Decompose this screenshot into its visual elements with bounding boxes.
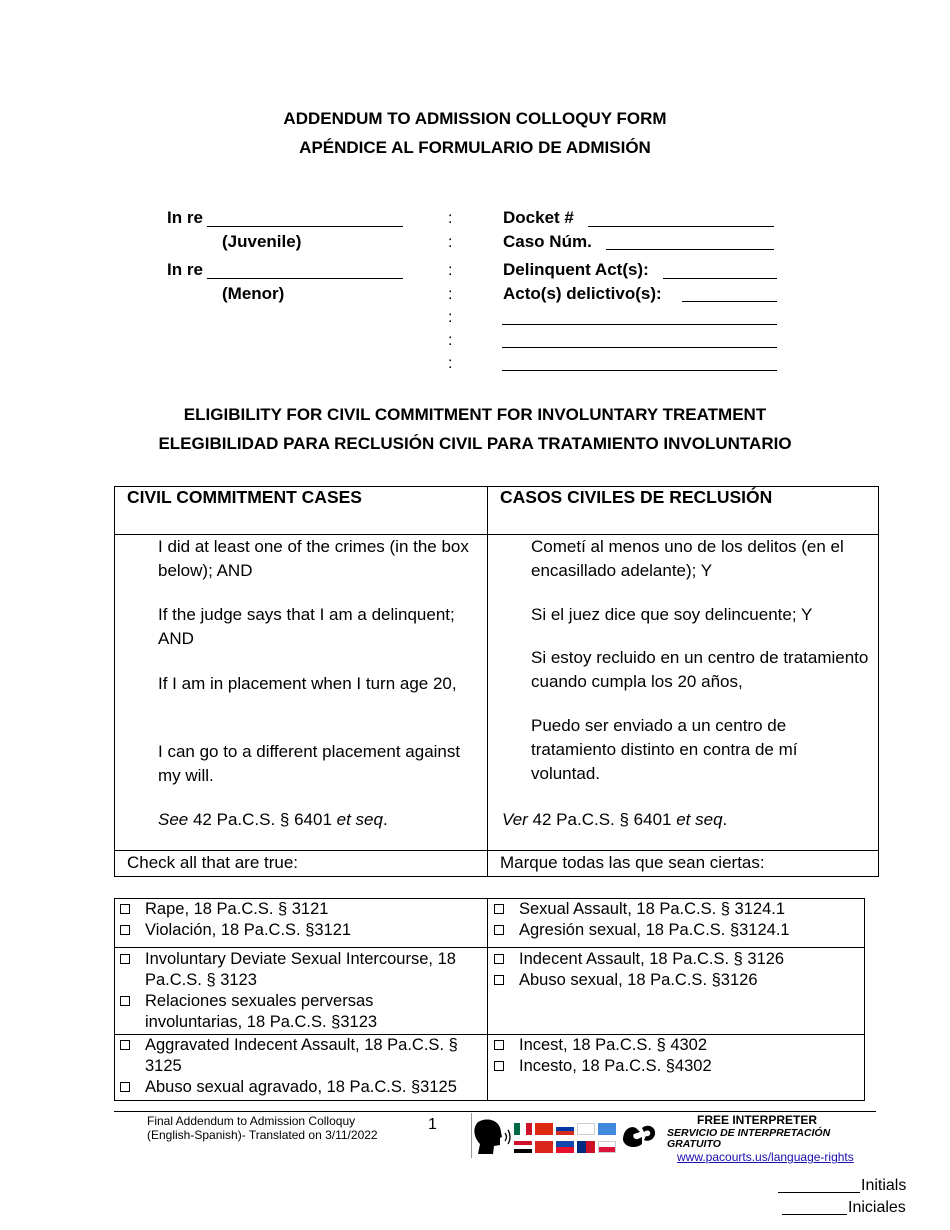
iniciales-line[interactable] (782, 1214, 847, 1215)
crime-idsi-es[interactable] (120, 991, 482, 1033)
caption-colon: : (448, 262, 453, 279)
civil-head-es: CASOS CIVILES DE RECLUSIÓN (500, 487, 773, 507)
crime-label: Indecent Assault, 18 Pa.C.S. § 3126 (519, 950, 785, 968)
civil-en-p2: If the judge says that I am a delinquent; AND (158, 605, 455, 648)
in-re-label-es: In re (167, 260, 203, 279)
caso-line[interactable] (606, 249, 774, 250)
checkbox[interactable] (120, 1040, 130, 1050)
acto-delictivo-line[interactable] (682, 301, 777, 302)
civil-en-p1: I did at least one of the crimes (in the box below); AND (158, 537, 469, 580)
period: . (382, 810, 388, 829)
acts-line[interactable] (502, 347, 777, 348)
acts-line[interactable] (502, 324, 777, 325)
acto-delictivo-label: Acto(s) delictivo(s): (503, 284, 662, 303)
menor-label: (Menor) (222, 284, 285, 303)
acts-line[interactable] (502, 370, 777, 371)
ver-signal: Ver (502, 810, 528, 829)
language-rights-link[interactable]: www.pacourts.us/language-rights (677, 1150, 854, 1164)
docket-label: Docket # (503, 208, 574, 227)
section-title-en: ELIGIBILITY FOR CIVIL COMMITMENT FOR INVOLUNTARY TREATMENT (183, 405, 767, 424)
checkbox[interactable] (494, 925, 504, 935)
checkbox[interactable] (120, 1082, 130, 1092)
initials-line[interactable] (778, 1192, 860, 1193)
crime-label: Agresión sexual, 18 Pa.C.S. §3124.1 (519, 921, 790, 939)
checkbox[interactable] (494, 1061, 504, 1071)
menor-name-line[interactable] (207, 278, 403, 279)
civil-es-p3: Si estoy recluido en un centro de tratamiento cuando cumpla los 20 años, (531, 648, 869, 691)
footer-translated: (English-Spanish)- Translated on 3/11/2022 (147, 1128, 378, 1142)
servicio-interpretacion: SERVICIO DE INTERPRETACIÓN (667, 1127, 831, 1139)
crime-label: Relaciones sexuales perversas involuntarias, 18 Pa.C.S. §3123 (145, 992, 378, 1031)
section-title-es: ELEGIBILIDAD PARA RECLUSIÓN CIVIL PARA TRATAMIENTO INVOLUNTARIO (158, 434, 792, 453)
in-re-label: In re (167, 208, 203, 227)
crime-label: Involuntary Deviate Sexual Intercourse, 18 Pa.C.S. § 3123 (145, 950, 456, 989)
caption-colon: : (448, 210, 453, 227)
see-signal: See (158, 810, 189, 829)
et-seq: et seq (676, 810, 723, 829)
checkbox[interactable] (494, 1040, 504, 1050)
crime-label: Rape, 18 Pa.C.S. § 3121 (145, 900, 329, 918)
caption-colon: : (448, 332, 453, 349)
caso-label: Caso Núm. (503, 232, 592, 251)
civil-es-p2: Si el juez dice que soy delincuente; Y (531, 605, 813, 624)
civil-es-citation (502, 808, 862, 832)
caption-colon: : (448, 309, 453, 326)
crime-label: Sexual Assault, 18 Pa.C.S. § 3124.1 (519, 900, 786, 918)
checkbox[interactable] (494, 975, 504, 985)
footer-form-name: Final Addendum to Admission Colloquy (147, 1114, 356, 1128)
checkbox[interactable] (120, 904, 130, 914)
juvenile-name-line[interactable] (207, 226, 403, 227)
crime-label: Abuso sexual agravado, 18 Pa.C.S. §3125 (145, 1078, 457, 1096)
footer-rule (114, 1111, 876, 1112)
sign-language-icon (620, 1120, 658, 1150)
caption-colon: : (448, 355, 453, 372)
civil-en-p3: If I am in placement when I turn age 20, (158, 674, 457, 693)
civil-es-p1: Cometí al menos uno de los delitos (en el encasillado adelante); Y (531, 537, 844, 580)
checkbox[interactable] (494, 954, 504, 964)
statute-cite: 42 Pa.C.S. § 6401 (527, 810, 677, 829)
checkbox[interactable] (120, 925, 130, 935)
speaking-head-icon (472, 1118, 514, 1156)
checkbox[interactable] (494, 904, 504, 914)
form-title-en: ADDENDUM TO ADMISSION COLLOQUY FORM (283, 109, 667, 128)
civil-en-p4: I can go to a different placement against my will. (158, 742, 461, 785)
crime-label: Aggravated Indecent Assault, 18 Pa.C.S. § 3125 (145, 1036, 458, 1075)
language-flags-icon (514, 1121, 618, 1157)
table-divider (487, 898, 488, 1101)
period: . (722, 810, 728, 829)
crime-label: Incesto, 18 Pa.C.S. §4302 (519, 1057, 712, 1075)
juvenile-label: (Juvenile) (222, 232, 302, 251)
crime-label: Violación, 18 Pa.C.S. §3121 (145, 921, 352, 939)
table-divider (487, 486, 488, 877)
check-all-es: Marque todas las que sean ciertas: (500, 853, 765, 872)
page-number: 1 (428, 1116, 437, 1133)
civil-en-citation (158, 808, 478, 832)
iniciales-label: Iniciales (848, 1199, 906, 1216)
civil-head-en: CIVIL COMMITMENT CASES (127, 487, 362, 507)
docket-line[interactable] (588, 226, 774, 227)
free-interpreter: FREE INTERPRETER (696, 1113, 817, 1127)
delinquent-acts-label: Delinquent Act(s): (503, 260, 649, 279)
gratuito: GRATUITO (667, 1138, 721, 1150)
statute-cite: 42 Pa.C.S. § 6401 (188, 810, 337, 829)
caption-colon: : (448, 234, 453, 251)
crime-idsi-en[interactable] (120, 949, 482, 991)
civil-es-p4: Puedo ser enviado a un centro de tratamiento distinto en contra de mí voluntad. (531, 716, 798, 783)
crime-label: Abuso sexual, 18 Pa.C.S. §3126 (519, 971, 758, 989)
crime-label: Incest, 18 Pa.C.S. § 4302 (519, 1036, 708, 1054)
delinquent-acts-line[interactable] (663, 278, 777, 279)
check-all-en: Check all that are true: (127, 853, 299, 872)
form-title-es: APÉNDICE AL FORMULARIO DE ADMISIÓN (299, 138, 651, 157)
checkbox[interactable] (120, 954, 130, 964)
crime-aia-en[interactable] (120, 1035, 482, 1077)
caption-colon: : (448, 286, 453, 303)
et-seq: et seq (336, 810, 383, 829)
table-divider (114, 947, 865, 948)
initials-label: Initials (861, 1177, 907, 1194)
checkbox[interactable] (120, 996, 130, 1006)
